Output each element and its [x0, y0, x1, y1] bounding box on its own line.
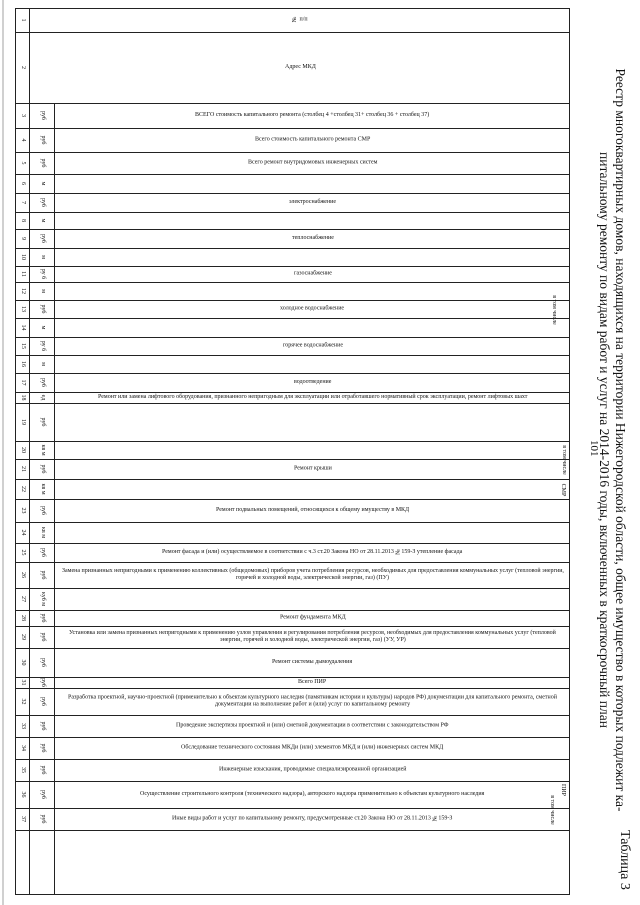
smr-group-label: СМР	[560, 483, 567, 497]
title-line-2: питальному ремонту по видам работ и услуг на 2014-2016 годы, включенных в краткосрочный план	[597, 152, 612, 728]
column-unit: руб	[40, 506, 46, 515]
column-unit: м	[40, 289, 46, 293]
column-unit: руб	[40, 158, 46, 168]
column-divider	[15, 830, 570, 831]
column-unit: ру б	[40, 268, 46, 280]
column-label: Иные виды работ и услуг по капитальному ремонту, предусмотренные ст.20 Закона НО от 28.11.2013 №159-З	[172, 815, 453, 822]
column-label: Инженерные изыскания, проводимые специализированной организацией	[218, 766, 407, 773]
column-unit: руб	[40, 417, 46, 427]
column-unit: руб	[40, 697, 46, 706]
column-number: 15	[20, 343, 26, 349]
column-number: 28	[20, 615, 26, 621]
column-unit: руб	[40, 198, 46, 207]
column-unit: руб	[40, 378, 46, 387]
column-divider	[15, 522, 570, 523]
column-number: 2	[20, 66, 26, 69]
column-unit: руб	[40, 613, 46, 623]
column-number: 33	[20, 723, 26, 729]
column-divider	[15, 282, 570, 283]
column-unit: ед	[40, 394, 46, 401]
column-number: 20	[20, 447, 26, 453]
column-unit: руб	[40, 814, 46, 824]
column-label: электроснабжение	[288, 199, 337, 205]
column-number: 17	[20, 379, 26, 386]
column-unit: руб	[40, 234, 46, 243]
column-label: Проведение экспертизы проектной и (или) сметной документации в соответствии с законодательством РФ	[176, 722, 449, 729]
column-unit: руб	[40, 632, 46, 642]
column-unit: руб	[40, 721, 46, 731]
column-unit: руб	[40, 304, 46, 314]
column-label: Замена признанных непригодными к применению коллективных (общедомовых) приборов учета потребления ресурсов, необходимых для предоставления коммунальных услуг (тепловой энергии, горячей и холодной воды, электрической энергии, газ) (ПУ)	[61, 568, 564, 581]
column-number: 27	[20, 596, 26, 602]
column-label: Ремонт системы дымоудаления	[272, 659, 353, 665]
column-unit: ру б	[40, 340, 46, 352]
column-number: 31	[20, 679, 26, 686]
column-divider	[15, 403, 570, 404]
column-unit: руб	[40, 658, 46, 667]
column-unit: руб	[40, 743, 46, 753]
column-number: 30	[20, 659, 26, 666]
column-unit: руб	[40, 790, 46, 799]
column-number: 35	[20, 767, 26, 773]
column-number: 22	[20, 486, 26, 492]
column-number: 10	[20, 254, 26, 260]
column-number: 6	[20, 182, 26, 185]
column-label: Всего стоимость капитального ремонта СМР	[254, 136, 371, 143]
including-pir-label: в том числе	[549, 795, 555, 825]
including-label-2: в том числе	[561, 445, 567, 475]
title-line-1: Реестр многоквартирных домов, находящихся на территории Нижегородской области, общее имущество в которых подлежит ка-	[613, 68, 628, 812]
column-label: Разработка проектной, научно-проектной (применительно к объектам культурного наследия (памятникам истории и культуры) народов РФ) документации для капитального ремонта, сметной документации на выполнение работ и (или) услуг по капитальному ремонту	[68, 694, 557, 708]
column-number: 13	[20, 306, 26, 312]
column-divider	[15, 588, 570, 589]
address-header: Адрес МКД	[284, 64, 316, 70]
column-unit: руб	[40, 570, 46, 580]
column-unit: кв м	[40, 526, 46, 539]
column-label: Всего ПИР	[298, 679, 327, 685]
including-label-1: в том числе	[551, 295, 557, 325]
column-number: 12	[20, 288, 26, 294]
page-number: 101	[588, 440, 600, 457]
column-number: 18	[20, 394, 26, 401]
column-label: горячее водоснабжение	[282, 342, 343, 349]
column-label: холодное водоснабжение	[280, 305, 345, 312]
column-number: 14	[20, 324, 26, 331]
column-number: 19	[20, 419, 26, 425]
column-number: 1	[20, 18, 26, 22]
column-number: 3	[20, 114, 26, 117]
column-label: Всего ремонт внутридомовых инженерных систем	[247, 159, 378, 166]
column-number: 23	[20, 507, 26, 514]
column-unit: куб м	[40, 591, 46, 607]
column-label: Ремонт фасада и (или) осуществляемое в соответствии с ч.3 ст.20 Закона НО от 28.11.2013 №159-З утепление фасада	[162, 549, 463, 555]
column-unit: руб	[40, 765, 46, 775]
column-divider	[15, 441, 570, 442]
column-unit: м	[40, 325, 46, 330]
column-number: 34	[20, 745, 26, 751]
column-divider	[15, 174, 570, 175]
column-divider	[15, 212, 570, 213]
column-unit: м	[40, 181, 46, 186]
column-number: 9	[20, 237, 26, 240]
column-unit: руб	[40, 111, 46, 120]
column-label: Ремонт фундамента МКД	[279, 614, 346, 621]
column-unit: руб	[40, 135, 46, 145]
column-number: 5	[20, 161, 26, 165]
column-number: 29	[20, 634, 26, 640]
column-number: 25	[20, 549, 26, 556]
column-number: 11	[20, 271, 26, 277]
column-number: 37	[20, 816, 26, 822]
column-label: Ремонт подвальных помещений, относящихся к общему имуществу в МКД	[215, 507, 410, 513]
row-number-header: № п/п	[292, 16, 308, 23]
column-unit: м	[40, 218, 46, 223]
column-unit: руб	[40, 678, 46, 687]
column-unit: руб	[40, 548, 46, 557]
column-label: Установка или замена признанных непригодными к применению узлов управления и регулирования потребления ресурсов, необходимых для предоставления коммунальных услуг (тепловой энергии, горячей и холодной воды, электрической энергии, газ) (УУ, УР)	[69, 630, 556, 643]
column-label: Обследование технического состояния МКДи (или) элементов МКД и (или) инженерных систем МКД	[181, 744, 444, 751]
column-label: Осуществление строительного контроля (технического надзора), авторского надзора применительно к объектам культурного наследия	[140, 791, 485, 797]
column-number: 4	[20, 138, 26, 142]
column-label: водоотведение	[293, 379, 332, 385]
table-label: Таблица 3	[617, 830, 632, 890]
column-number: 21	[20, 466, 26, 472]
column-label: ВСЕГО стоимость капитального ремонта (столбец 4 +столбец 31+ столбец 36 + столбец 37)	[195, 112, 430, 118]
column-label: Ремонт или замена лифтового оборудования, признанного непригодным для эксплуатации или отработавшего нормативный срок эксплуатации, ремонт лифтовых шахт	[97, 394, 528, 400]
column-number: 16	[20, 361, 26, 367]
column-divider	[15, 355, 570, 356]
column-unit: м	[40, 362, 46, 366]
column-unit: руб	[40, 464, 46, 474]
column-number: 24	[20, 529, 26, 536]
column-unit: м	[40, 255, 46, 259]
column-label: Ремонт крыши	[293, 465, 332, 472]
column-number: 32	[20, 698, 26, 705]
column-label: газоснабжение	[293, 270, 332, 277]
column-number: 26	[20, 572, 26, 578]
column-divider	[15, 318, 570, 319]
column-divider	[15, 479, 570, 480]
column-divider	[15, 248, 570, 249]
column-number: 36	[20, 791, 26, 798]
column-number: 7	[20, 201, 26, 204]
column-unit: кв м	[40, 444, 46, 456]
column-label: теплоснабжение	[291, 235, 334, 241]
column-number: 8	[20, 219, 26, 222]
pir-group-label: ПИР	[560, 783, 567, 796]
column-unit: кв м	[40, 483, 46, 495]
